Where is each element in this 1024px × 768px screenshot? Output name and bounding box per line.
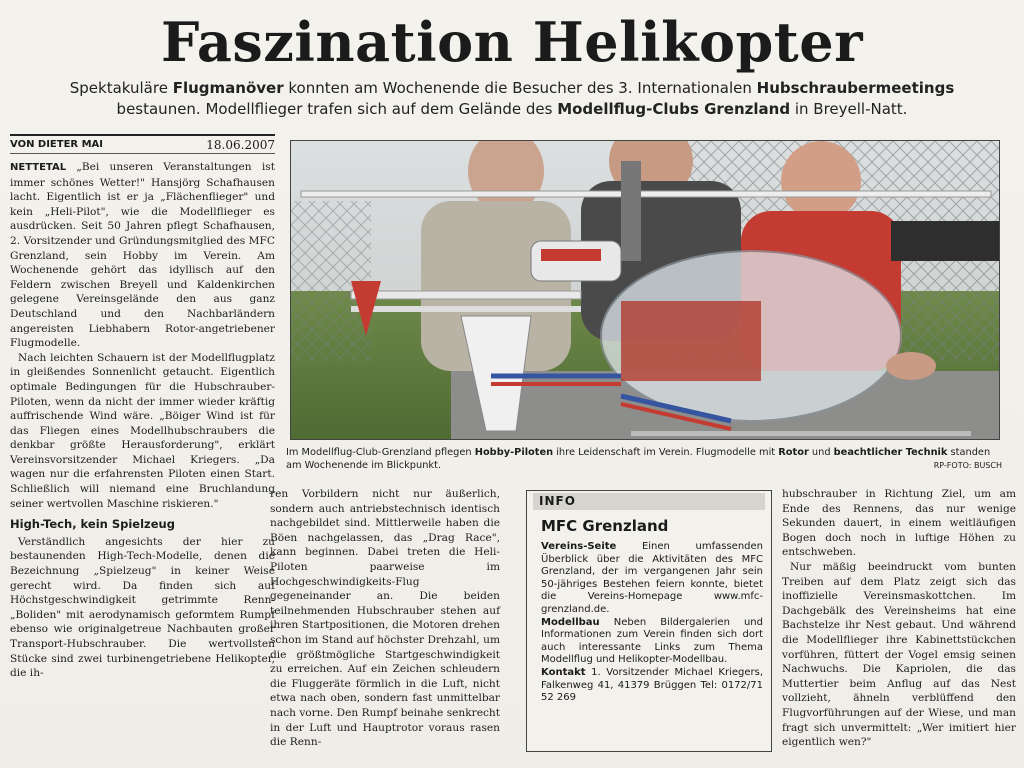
caption-bold: Rotor (778, 447, 809, 458)
paragraph-text: „Bei unseren Veranstaltungen ist immer schönes Wetter!" Hansjörg Schafhausen lacht. Eigentlich ist er ja „Flächenflieger" und kein „Heli-Pilot", wie die Modellflieger es ausdrücken. Seit 50 Jahren pflegt Schafhausen, 2. Vorsitzender und Gründungsmitglied des MFC Grenzland, sein Hobby im Verein. Am Wochenende gehört das idyllisch auf den Feldern zwischen Breyell und Kaldenkirchen gelegene Vereinsgelände den aus ganz Deutschland und den Nachbarländern angereisten Liebhabern Rotor-angetriebener Flugmodelle. (10, 161, 275, 350)
date: 18.06.2007 (206, 137, 275, 152)
headline: Faszination Helikopter (160, 10, 864, 74)
caption-text: und (808, 447, 834, 458)
photo-credit: RP-FOTO: BUSCH (933, 460, 1002, 470)
author: VON DIETER MAI (10, 139, 104, 150)
info-text: Einen umfassenden Überblick über die Aktivitäten des MFC Grenzland, der im vergangenen Jahr sein 50-jähriges Bestehen feiern konnte, bietet die Vereins-Homepage www.mfc-grenzland.de. (541, 541, 763, 615)
info-text: Neben Bildergalerien und Informationen zum Verein finden sich dort auch interessante Links zum Thema Modellflug und Helikopter-Modellbau. (541, 616, 763, 666)
info-key: Modellbau (541, 616, 600, 628)
info-body (541, 541, 763, 705)
subhead-bold: Flugmanöver (172, 79, 284, 97)
helicopter-photo-illustration (291, 141, 1000, 440)
caption-text: ihre Leidenschaft im Verein. Flugmodelle mit (553, 447, 779, 458)
byline (10, 134, 275, 154)
photo-caption (286, 447, 1002, 472)
dateline: NETTETAL (10, 162, 67, 173)
subhead-text: bestaunen. Modellflieger trafen sich auf dem Gelände des (116, 100, 558, 118)
subhead-text: konnten am Wochenende die Besucher des 3. Internationalen (283, 79, 757, 97)
info-tag: INFO (533, 493, 765, 510)
caption-bold: Hobby-Piloten (474, 447, 554, 458)
paragraph: Nach leichten Schauern ist der Modellflugplatz in gleißendes Sonnenlicht getaucht. Eigentlich optimale Bedingungen für die Hubschrauber-Piloten, wenn da nicht der immer wieder kräftig auffrischende Wind wäre. „Böiger Wind ist für das Fliegen eines Modellhubschraubers die denkbar größte Herausforderung", erklärt Vereinsvorsitzender Michael Kriegers. „Da wagen nur die erfahrensten Piloten einen Start. Schließlich will niemand eine Bruchlandung seiner wertvollen Maschine riskieren." (10, 351, 275, 510)
paragraph: Verständlich angesichts der hier zu bestaunenden High-Tech-Modelle, denen die Bezeichnung „Spielzeug" in keiner Weise gerecht wird. Da finden sich auf Höchstgeschwindigkeit getrimmte Renn-„Boliden" mit aerodynamisch geformtem Rumpf ebenso wie originalgetreue Nachbauten großer Transport-Hubschrauber. Die wertvollsten Stücke sind zwei turbinengetriebene Helikopter, die ih- (10, 535, 275, 680)
caption-text: Im Modellflug-Club-Grenzland pflegen (286, 447, 475, 458)
info-item (541, 541, 763, 617)
info-item (541, 667, 763, 705)
article-photo (290, 140, 1000, 440)
article-column-2 (270, 487, 500, 750)
paragraph (10, 160, 275, 351)
article-column-1 (10, 160, 275, 681)
subhead-bold: Modellflug-Clubs Grenzland (557, 100, 791, 118)
info-item (541, 617, 763, 667)
info-title: MFC Grenzland (541, 517, 669, 535)
info-box (526, 490, 772, 752)
subhead-text: in Breyell-Natt. (790, 100, 908, 118)
article-column-3 (782, 487, 1016, 750)
caption-bold: beachtlicher Technik (833, 447, 948, 458)
section-heading: High-Tech, kein Spielzeug (10, 517, 175, 532)
subheadline (30, 78, 994, 120)
subhead-text: Spektakuläre (69, 79, 173, 97)
paragraph: hubschrauber in Richtung Ziel, um am Ende des Rennens, das nur wenige Sekunden dauert, in einem weitläufigen Bogen doch noch in luftige Höhen zu entschweben. (782, 488, 1016, 559)
caption-text: standen am Wochenende im Blickpunkt. (286, 447, 991, 471)
info-text: 1. Vorsitzender Michael Kriegers, Falkenweg 41, 41379 Brüggen Tel: 0172/71 52 269 (541, 666, 763, 704)
paragraph: Nur mäßig beeindruckt vom bunten Treiben auf dem Platz zeigt sich das inoffizielle Vereinsmaskottchen. Im Dachgebälk des Vereinsheims hat eine Bachstelze ihr Nest gebaut. Und während die Modellflieger ihre Kabinettstückchen vorführen, füttert der Vogel emsig seinen Nachwuchs. Die Kapriolen, die das Muttertier beim Anflug auf das Nest vollzieht, ähneln verblüffend den Flugvorführungen auf der Wiese, und man fragt sich unvermittelt: „Wer imitiert hier eigentlich wen?" (782, 560, 1016, 749)
paragraph: ren Vorbildern nicht nur äußerlich, sondern auch antriebstechnisch identisch nachgebildet sind. Mittlerweile haben die Böen nachgelassen, das „Drag Race", kann beginnen. Dabei treten die Heli-Piloten paarweise im Hochgeschwindigkeits-Flug gegeneinander an. Die beiden teilnehmenden Hubschrauber stehen auf ihren Startpositionen, die Motoren drehen schon im Stand auf höchster Drehzahl, um die größtmögliche Startgeschwindigkeit zu erreichen. Auf ein Zeichen schleudern die Fluggeräte förmlich in die Luft, nicht etwa nach oben, sondern fast unmittelbar nach vorne. Den Rumpf beinahe senkrecht in der Luft und Hauptrotor voraus rasen die Renn- (270, 488, 500, 749)
subhead-bold: Hubschraubermeetings (756, 79, 955, 97)
info-key: Vereins-Seite (541, 541, 617, 552)
info-key: Kontakt (541, 666, 586, 678)
